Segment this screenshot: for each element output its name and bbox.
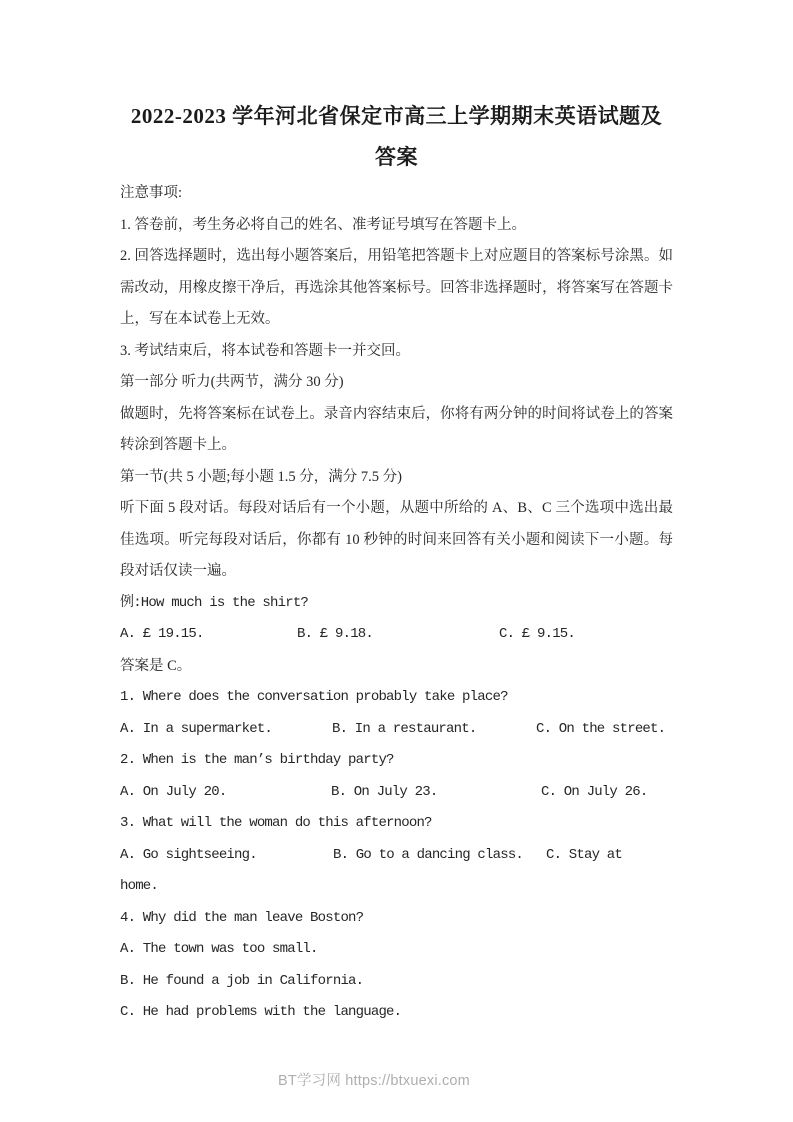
question-2-option-c: C. On July 26. [541,783,648,800]
question-1-option-b: B. In a restaurant. [332,720,477,737]
question-1-options-row [120,714,673,746]
notice-heading: 注意事项: [120,185,183,201]
question-4-option-c: C. He had problems with the language. [120,1004,402,1020]
watermark [0,1069,748,1093]
example-question: 例:How much is the shirt? [120,594,309,611]
question-2-option-b: B. On July 23. [331,783,438,800]
notice-item-3: 3. 考试结束后，将本试卷和答题卡一并交回。 [120,342,410,359]
question-3-option-c-continuation: home. [120,878,159,894]
question-3-option-c: C. Stay at [546,846,623,863]
section1-heading: 第一节(共 5 小题;每小题 1.5 分，满分 7.5 分) [120,468,402,485]
question-2-option-a: A. On July 20. [120,783,227,800]
notice-item-1: 1. 答卷前，考生务必将自己的姓名、准考证号填写在答题卡上。 [120,216,526,233]
question-2-text: 2. When is the man’s birthday party? [120,752,394,768]
question-3-option-a: A. Go sightseeing. [120,846,257,863]
example-option-c: C. £ 9.15. [499,626,576,642]
document-title [120,96,673,178]
section1-instructions: 听下面 5 段对话。每段对话后有一个小题，从题中所给的 A、B、C 三个选项中选出最佳选项。听完每段对话后，你都有 10 秒钟的时间来回答有关小题和阅读下一小题。每段对话仅读一遍。 [120,500,673,579]
example-answer: 答案是 C。 [120,657,192,674]
question-1-text: 1. Where does the conversation probably take place? [120,689,508,705]
part1-heading: 第一部分 听力(共两节，满分 30 分) [120,374,344,390]
document-title-line-2: 答案 [375,145,418,169]
question-4-option-a: A. The town was too small. [120,941,318,957]
question-2-options-row [120,777,673,809]
document-title-line-1: 2022-2023 学年河北省保定市高三上学期期末英语试题及 [130,104,663,128]
question-1-option-a: A. In a supermarket. [120,720,273,737]
question-4-text: 4. Why did the man leave Boston? [120,909,364,926]
question-3-text: 3. What will the woman do this afternoon? [120,815,432,831]
part1-instructions: 做题时，先将答案标在试卷上。录音内容结束后，你将有两分钟的时间将试卷上的答案转涂到答题卡上。 [120,405,673,453]
watermark-text: BT学习网 https://btxuexi.com [278,1073,470,1089]
example-option-b: B. £ 9.18. [297,626,374,642]
question-1-option-c: C. On the street. [536,720,666,737]
question-4-option-b: B. He found a job in California. [120,972,364,989]
example-options-row [120,619,673,651]
question-3-options-row [120,840,673,872]
question-3-option-b: B. Go to a dancing class. [333,846,524,863]
example-option-a: A. £ 19.15. [120,626,204,642]
notice-item-2: 2. 回答选择题时，选出每小题答案后，用铅笔把答题卡上对应题目的答案标号涂黑。如需改动，用橡皮擦干净后，再选涂其他答案标号。回答非选择题时，将答案写在答题卡上，写在本试卷上无效。 [120,248,673,327]
